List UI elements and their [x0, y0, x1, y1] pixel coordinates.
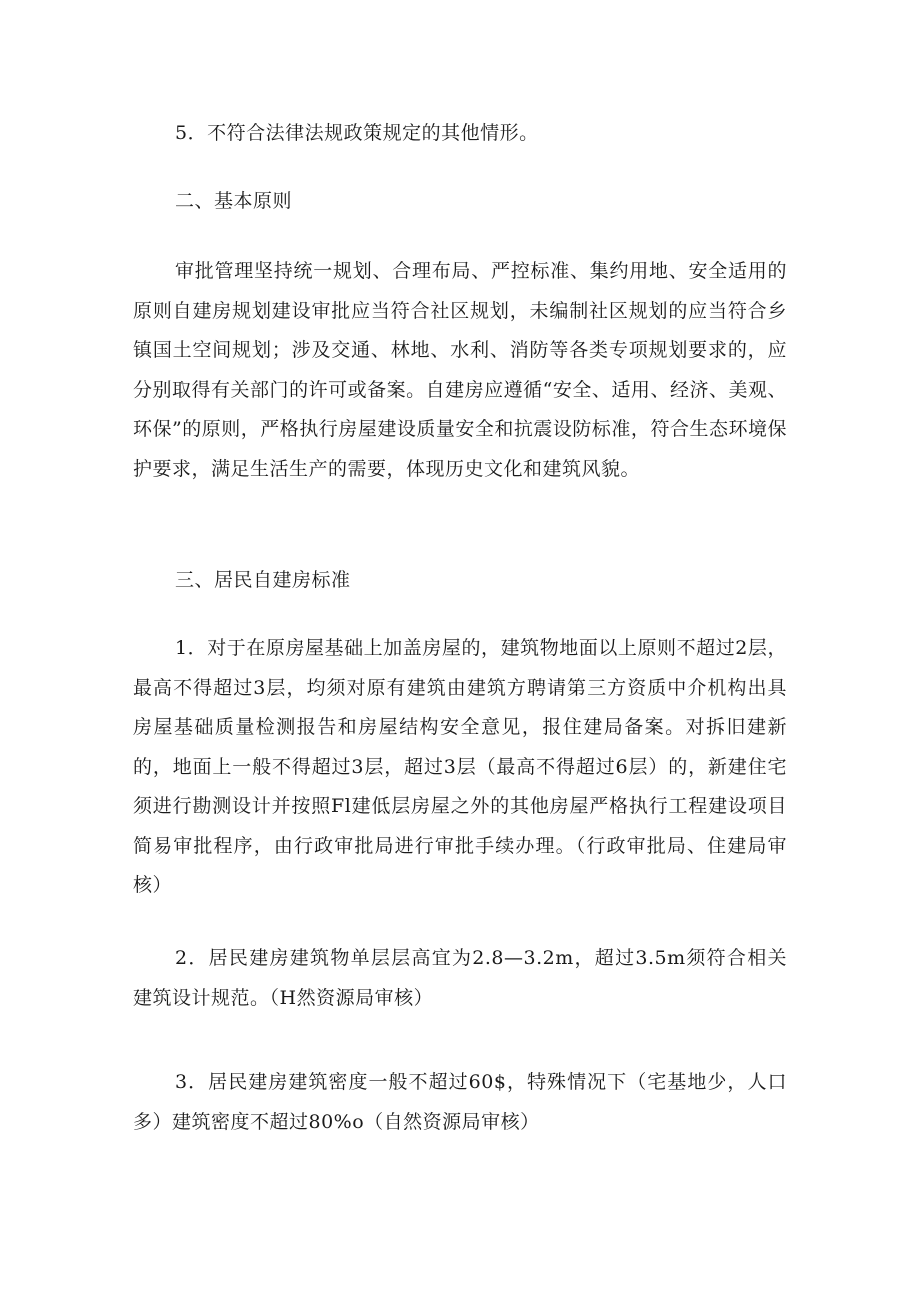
- item-5-paragraph: 5．不符合法律法规政策规定的其他情形。: [175, 122, 539, 144]
- standard-3-paragraph: 3．居民建房建筑密度一般不超过60$，特殊情况下（宅基地少，人口多）建筑密度不超过80%o（自然资源局审核）: [133, 1071, 787, 1133]
- standard-2-paragraph: 2．居民建房建筑物单层层高宜为2.8—3.2m，超过3.5m须符合相关建筑设计规范。（H然资源局审核）: [133, 947, 787, 1009]
- section-heading-basic-principles: 二、基本原则: [175, 190, 293, 212]
- standard-1-paragraph: 1．对于在原房屋基础上加盖房屋的，建筑物地面以上原则不超过2层，最高不得超过3层，均须对原有建筑由建筑方聘请第三方资质中介机构出具房屋基础质量检测报告和房屋结构安全意见，报住建局备案。对拆旧建新的，地面上一般不得超过3层，超过3层（最高不得超过6层）的，新建住宅须进行勘测设计并按照Fl建低层房屋之外的其他房屋严格执行工程建设项目简易审批程序，由行政审批局进行审批手续办理。（行政审批局、住建局审核）: [133, 637, 787, 896]
- principles-paragraph: 审批管理坚持统一规划、合理布局、严控标准、集约用地、安全适用的原则自建房规划建设审批应当符合社区规划，未编制社区规划的应当符合乡镇国土空间规划；涉及交通、林地、水利、消防等各类专项规划要求的，应分别取得有关部门的许可或备案。自建房应遵循“安全、适用、经济、美观、环保”的原则，严格执行房屋建设质量安全和抗震设防标准，符合生态环境保护要求，满足生活生产的需要，体现历史文化和建筑风貌。: [133, 260, 787, 480]
- section-heading-resident-standards: 三、居民自建房标准: [175, 569, 351, 591]
